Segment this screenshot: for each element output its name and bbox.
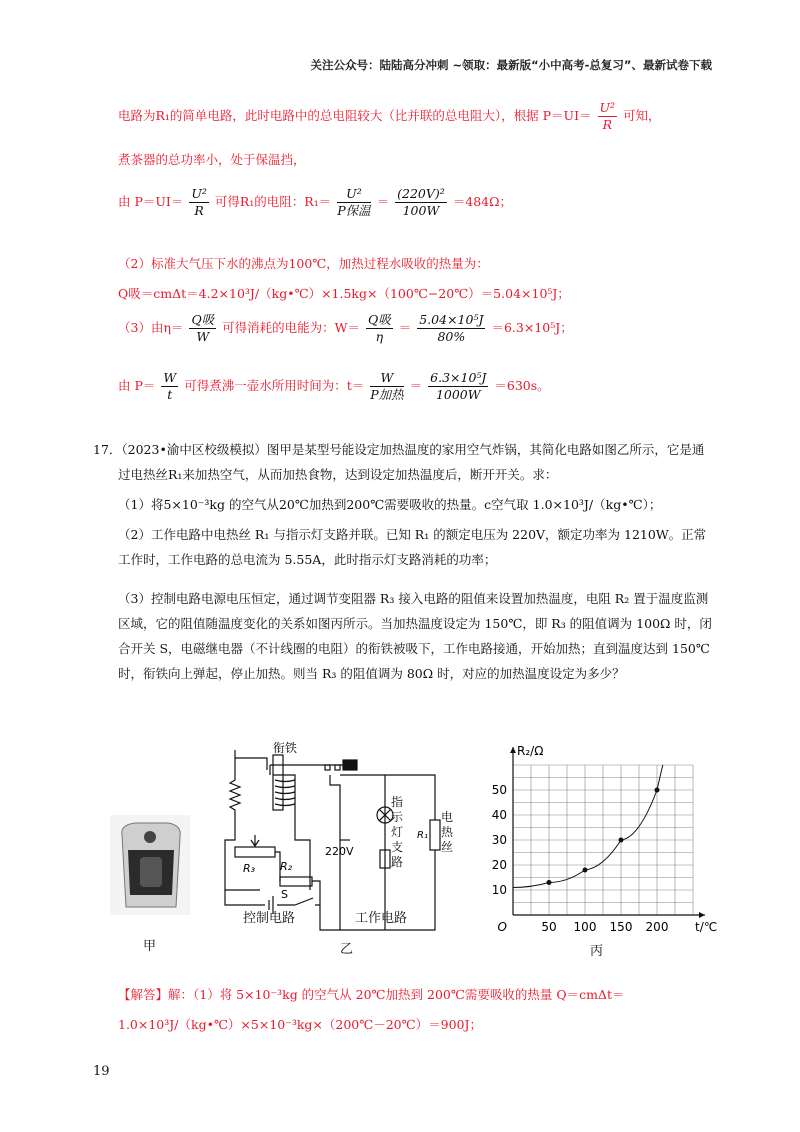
switch-label: S	[281, 888, 288, 901]
control-circuit-label: 控制电路	[243, 911, 296, 926]
armature-label: 衔铁	[273, 741, 298, 755]
heater-label-wrap	[441, 810, 457, 860]
x-axis-arrow	[699, 912, 705, 918]
fraction	[395, 186, 447, 219]
page-header: 关注公众号：陆陆高分冲刺 ~领取：最新版“小中高考-总复习”、最新试卷下载	[310, 58, 712, 72]
fraction	[189, 312, 216, 345]
den: P加热	[370, 387, 404, 402]
air-fryer-photo	[110, 815, 190, 915]
num: U²	[337, 186, 370, 203]
text: ＝	[398, 320, 412, 335]
y-tick-label: 20	[491, 858, 507, 872]
y-axis-arrow	[510, 747, 516, 753]
indicator-label: 指示灯支路	[391, 795, 404, 869]
num: W	[163, 370, 177, 385]
text: ＝484Ω；	[452, 194, 512, 209]
text: ＝6.3×10⁵J；	[491, 320, 573, 335]
fraction	[337, 186, 370, 219]
text: 由 P＝UI＝	[118, 194, 184, 209]
fraction	[417, 312, 485, 345]
voltage-label: 220V	[325, 845, 354, 858]
den: t	[167, 387, 173, 402]
heater-label: 电热丝	[441, 810, 454, 854]
num: 6.3×10⁵J	[430, 370, 487, 385]
figure-label-yi: 乙	[340, 942, 354, 957]
den: R	[194, 203, 204, 218]
origin-label: O	[497, 920, 507, 934]
text: ＝	[409, 378, 423, 393]
data-point	[655, 788, 660, 793]
r2-temperature-chart	[485, 740, 718, 940]
solution-line-7	[118, 370, 550, 403]
text: 可得煮沸一壶水所用时间为：t＝	[184, 378, 365, 393]
y-tick-label: 10	[491, 883, 507, 897]
r2-label: R₂	[280, 860, 293, 873]
den: 80%	[437, 329, 466, 344]
y-tick-label: 50	[491, 783, 507, 797]
text: （3）由η＝	[118, 320, 184, 335]
answer-line-1: 【解答】解：（1）将 5×10⁻³kg 的空气从 20℃加热到 200℃需要吸收的热量 Q＝cmΔt＝	[118, 987, 625, 1002]
solution-line-6	[118, 312, 573, 345]
data-point	[547, 880, 552, 885]
num: Q吸	[368, 312, 391, 327]
fraction	[161, 370, 178, 403]
r3-label: R₃	[243, 862, 256, 875]
solution-line-1	[118, 100, 661, 133]
num: U²	[599, 100, 616, 115]
figure-label-bing: 丙	[590, 944, 604, 959]
num: (220V)²	[397, 186, 445, 201]
answer-line-2: 1.0×10³J/（kg•℃）×5×10⁻³kg×（200℃－20℃）＝900J；	[118, 1017, 482, 1032]
num: 5.04×10⁵J	[419, 312, 484, 327]
work-circuit-label: 工作电路	[355, 911, 408, 926]
series-curve	[513, 765, 663, 888]
text: 可得R₁的电阻：R₁＝	[214, 194, 332, 209]
text: ＝630s。	[494, 378, 550, 393]
text: 可得消耗的电能为：W＝	[222, 320, 361, 335]
den: P保温	[337, 203, 371, 218]
x-tick-label: 100	[573, 920, 597, 934]
text: 可知，	[623, 108, 661, 123]
page-number: 19	[93, 1064, 110, 1079]
den: R	[602, 117, 612, 132]
y-axis-label: R₂/Ω	[517, 744, 544, 758]
question-part-2: （2）工作电路中电热丝 R₁ 与指示灯支路并联。已知 R₁ 的额定电压为 220V，额定功率为 1210W。正常工作时，工作电路的总电流为 5.55A，此时指示灯支路消耗的功率；	[118, 527, 707, 567]
den: 100W	[402, 203, 440, 218]
num: Q吸	[191, 312, 215, 327]
fraction	[366, 312, 393, 345]
question-part-3: （3）控制电路电源电压恒定，通过调节变阻器 R₃ 接入电路的阻值来设置加热温度，电阻 R₂ 置于温度监测区域，它的阻值随温度变化的关系如图丙所示。当加热温度设定为 150℃，即 R₃ 的阻值调为 100Ω 时，闭合开关 S，电磁继电器（不计线圈的电阻）的衔铁被吸下，工作电路接通，开始加热；直到温度达到 150℃时，衔铁向上弹起，停止加热。则当 R₃ 的阻值调为 80Ω 时，对应的加热温度设定为多少？	[118, 591, 712, 681]
x-axis-label: t/℃	[695, 920, 718, 934]
question-part-1: （1）将5×10⁻³kg 的空气从20℃加热到200℃需要吸收的热量。c空气取 1.0×10³J/（kg•℃）；	[118, 497, 662, 512]
den: η	[375, 329, 384, 344]
num: U²	[191, 186, 207, 201]
fraction	[598, 100, 618, 133]
num: W	[370, 370, 403, 387]
text: 电路为R₁的简单电路，此时电路中的总电阻较大（比并联的总电阻大），根据 P＝UI＝	[118, 108, 592, 123]
y-tick-label: 30	[491, 833, 507, 847]
fraction	[370, 370, 403, 403]
relay-core	[273, 755, 283, 810]
solution-line-2: 煮茶器的总功率小，处于保温挡，	[118, 152, 306, 167]
solution-line-3	[118, 186, 512, 219]
figure-label-jia: 甲	[143, 939, 157, 954]
den: 1000W	[435, 387, 481, 402]
fraction	[428, 370, 488, 403]
y-tick-label: 40	[491, 808, 507, 822]
den: W	[196, 329, 210, 344]
question-intro: 17．（2023•渝中区校级模拟）图甲是某型号能设定加热温度的家用空气炸锅，其简化电路如图乙所示，它是通过电热丝R₁来加热空气，从而加热食物，达到设定加热温度后，断开开关。求：	[93, 442, 705, 482]
solution-line-4: （2）标准大气压下水的沸点为100℃，加热过程水吸收的热量为：	[118, 256, 489, 271]
x-tick-label: 200	[645, 920, 669, 934]
rt-label: R₁	[417, 830, 428, 841]
fraction	[189, 186, 209, 219]
armature-pivot	[343, 760, 357, 770]
data-point	[619, 838, 624, 843]
x-tick-label: 50	[541, 920, 557, 934]
indicator-label-wrap	[391, 795, 407, 885]
x-tick-label: 150	[609, 920, 633, 934]
text: ＝	[376, 194, 390, 209]
text: 由 P＝	[118, 378, 156, 393]
solution-line-5: Q吸＝cmΔt＝4.2×10³J/（kg•℃）×1.5kg×（100℃−20℃）＝5.04×10⁵J；	[118, 286, 570, 301]
data-point	[583, 868, 588, 873]
